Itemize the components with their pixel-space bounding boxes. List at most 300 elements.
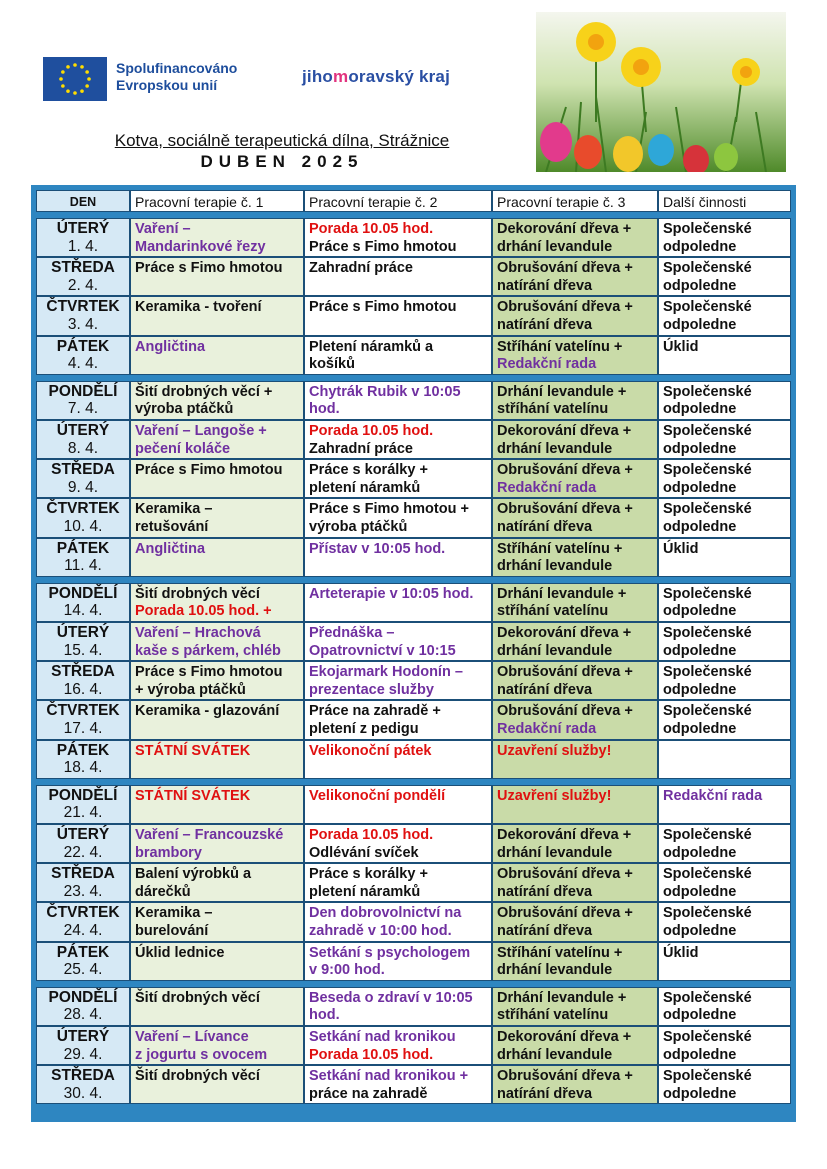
activity-line: odpoledne bbox=[663, 277, 737, 294]
activity-cell bbox=[658, 296, 791, 335]
day-name: PONDĚLÍ bbox=[48, 786, 118, 804]
jmk-logo-part-2: oravský kraj bbox=[348, 67, 450, 86]
activity-line: Setkání s psychologem bbox=[309, 944, 471, 961]
activity-line: Vaření – Hrachová bbox=[135, 625, 261, 641]
activity-cell bbox=[492, 785, 658, 824]
table-row bbox=[36, 257, 791, 296]
activity-cell bbox=[492, 661, 658, 700]
day-date: 29. 4. bbox=[63, 1045, 103, 1063]
activity-line: Práce s Fimo hmotou bbox=[135, 260, 283, 277]
eu-star-icon bbox=[66, 89, 70, 93]
activity-cell bbox=[658, 863, 791, 902]
table-row bbox=[36, 987, 791, 1026]
activity-cell bbox=[130, 987, 304, 1026]
activity-cell bbox=[492, 420, 658, 459]
activity-line: zahradě v 10:00 hod. bbox=[309, 922, 452, 939]
day-name: ÚTERÝ bbox=[56, 422, 110, 439]
table-row bbox=[36, 538, 791, 577]
eu-star-icon bbox=[87, 77, 91, 81]
activity-cell bbox=[658, 336, 791, 375]
eu-logo-line-1: Spolufinancováno bbox=[116, 60, 238, 76]
activity-line: odpoledne bbox=[663, 681, 737, 698]
activity-line: odpoledne bbox=[663, 720, 737, 737]
day-date: 23. 4. bbox=[63, 882, 103, 900]
month-heading: DUBEN 2025 bbox=[200, 152, 364, 171]
activity-line: odpoledne bbox=[663, 440, 737, 457]
day-cell bbox=[36, 459, 130, 498]
table-row bbox=[36, 785, 791, 824]
activity-line: hod. bbox=[309, 401, 340, 418]
activity-line: odpoledne bbox=[663, 238, 737, 255]
activity-line: Redakční rada bbox=[497, 479, 597, 496]
day-cell bbox=[36, 902, 130, 941]
day-date: 16. 4. bbox=[63, 680, 103, 698]
activity-cell bbox=[658, 902, 791, 941]
activity-line: Úklid bbox=[663, 338, 699, 355]
day-date: 10. 4. bbox=[63, 517, 103, 535]
table-row bbox=[36, 902, 791, 941]
activity-line: Práce s korálky + bbox=[309, 462, 428, 479]
activity-cell bbox=[492, 622, 658, 661]
day-name: ÚTERÝ bbox=[56, 220, 110, 237]
activity-cell bbox=[304, 1026, 492, 1065]
day-name: PÁTEK bbox=[56, 337, 110, 355]
activity-line: Společenské bbox=[663, 383, 752, 400]
activity-line: Drhání levandule + bbox=[497, 989, 627, 1006]
day-date: 25. 4. bbox=[63, 961, 103, 979]
eu-star-icon bbox=[85, 84, 89, 88]
activity-line: Šití drobných věcí bbox=[135, 989, 260, 1006]
activity-line: Dekorování dřeva + bbox=[497, 1029, 632, 1045]
column-header: Pracovní terapie č. 2 bbox=[304, 190, 492, 212]
eu-logo-line-2: Evropskou unií bbox=[116, 77, 218, 93]
activity-cell bbox=[304, 459, 492, 498]
day-cell bbox=[36, 987, 130, 1026]
activity-line: pletení z pedigu bbox=[309, 720, 419, 737]
table-row bbox=[36, 622, 791, 661]
table-row bbox=[36, 863, 791, 902]
activity-line: Úklid bbox=[663, 944, 699, 961]
activity-cell bbox=[304, 296, 492, 335]
activity-line: Keramika - tvoření bbox=[135, 299, 262, 316]
activity-line: odpoledne bbox=[663, 401, 737, 418]
activity-cell bbox=[492, 902, 658, 941]
activity-line: Porada 10.05 hod. bbox=[309, 1046, 434, 1063]
activity-line: Společenské bbox=[663, 299, 752, 316]
activity-cell bbox=[130, 498, 304, 537]
activity-cell bbox=[658, 381, 791, 420]
activity-cell bbox=[492, 257, 658, 296]
activity-line: Práce s korálky + bbox=[309, 866, 428, 883]
activity-line: natírání dřeva bbox=[497, 277, 593, 294]
table-row bbox=[36, 661, 791, 700]
activity-line: natírání dřeva bbox=[497, 1085, 593, 1102]
day-name: STŘEDA bbox=[51, 259, 115, 277]
day-date: 30. 4. bbox=[63, 1084, 103, 1102]
table-row bbox=[36, 420, 791, 459]
day-date: 22. 4. bbox=[63, 843, 103, 861]
activity-line: natírání dřeva bbox=[497, 922, 593, 939]
day-date: 28. 4. bbox=[63, 1006, 103, 1024]
eu-star-icon bbox=[61, 70, 65, 74]
activity-line: drhání levandule bbox=[497, 962, 613, 979]
day-name: PONDĚLÍ bbox=[48, 382, 118, 400]
activity-line: Beseda o zdraví v 10:05 bbox=[309, 989, 473, 1006]
activity-cell bbox=[304, 661, 492, 700]
activity-line: Společenské bbox=[663, 625, 752, 641]
activity-cell bbox=[492, 336, 658, 375]
activity-cell bbox=[658, 785, 791, 824]
activity-line: Ekojarmark Hodonín – bbox=[309, 664, 463, 681]
day-cell bbox=[36, 863, 130, 902]
activity-line: odpoledne bbox=[663, 922, 737, 939]
activity-line: Obrušování dřeva + bbox=[497, 501, 633, 518]
activity-cell bbox=[492, 1026, 658, 1065]
activity-line: Dekorování dřeva + bbox=[497, 625, 632, 641]
day-name: ČTVRTEK bbox=[46, 500, 120, 518]
activity-cell bbox=[130, 381, 304, 420]
activity-cell bbox=[130, 459, 304, 498]
day-name: ÚTERÝ bbox=[56, 826, 110, 843]
activity-cell bbox=[130, 661, 304, 700]
activity-line: Arteterapie v 10:05 hod. bbox=[309, 585, 474, 602]
day-date: 21. 4. bbox=[63, 804, 103, 822]
table-row bbox=[36, 700, 791, 739]
activity-line: Chytrák Rubik v 10:05 bbox=[309, 383, 461, 400]
activity-line: Stříhání vatelínu + bbox=[497, 944, 623, 961]
activity-line: Porada 10.05 hod. bbox=[309, 423, 434, 439]
activity-cell bbox=[130, 257, 304, 296]
activity-line: odpoledne bbox=[663, 518, 737, 535]
activity-cell bbox=[304, 583, 492, 622]
table-row bbox=[36, 942, 791, 981]
activity-cell bbox=[658, 459, 791, 498]
activity-line: Šití drobných věcí + bbox=[135, 383, 273, 400]
activity-line: Vaření – Langoše + bbox=[135, 423, 267, 439]
activity-line: kaše s párkem, chléb bbox=[135, 642, 281, 659]
day-cell bbox=[36, 336, 130, 375]
activity-line: Vaření – Lívance bbox=[135, 1029, 249, 1045]
day-cell bbox=[36, 538, 130, 577]
activity-cell bbox=[130, 942, 304, 981]
activity-cell bbox=[130, 336, 304, 375]
activity-line: Redakční rada bbox=[663, 787, 763, 804]
activity-line: odpoledne bbox=[663, 479, 737, 496]
activity-cell bbox=[492, 459, 658, 498]
activity-cell bbox=[130, 420, 304, 459]
activity-cell bbox=[304, 902, 492, 941]
day-name: STŘEDA bbox=[51, 1067, 115, 1085]
activity-line: Odlévání svíček bbox=[309, 844, 419, 861]
activity-line: Porada 10.05 hod. bbox=[309, 221, 434, 237]
activity-line: Společenské bbox=[663, 664, 752, 681]
activity-line: Angličtina bbox=[135, 338, 206, 355]
activity-line: Společenské bbox=[663, 989, 752, 1006]
activity-line: brambory bbox=[135, 844, 202, 861]
activity-line: Práce s Fimo hmotou bbox=[309, 238, 457, 255]
activity-line: drhání levandule bbox=[497, 238, 613, 255]
activity-cell bbox=[304, 740, 492, 779]
activity-line: Opatrovnictví v 10:15 bbox=[309, 642, 456, 659]
day-cell bbox=[36, 700, 130, 739]
jmk-logo-highlight: m bbox=[333, 67, 349, 86]
activity-line: Společenské bbox=[663, 260, 752, 277]
day-name: PONDĚLÍ bbox=[48, 988, 118, 1006]
activity-cell bbox=[130, 700, 304, 739]
activity-line: Setkání nad kronikou bbox=[309, 1029, 456, 1045]
day-cell bbox=[36, 218, 130, 257]
activity-line: Šití drobných věcí bbox=[135, 585, 260, 602]
activity-cell bbox=[130, 824, 304, 863]
activity-line: Společenské bbox=[663, 221, 752, 237]
activity-cell bbox=[304, 538, 492, 577]
table-row bbox=[36, 583, 791, 622]
activity-cell bbox=[130, 1026, 304, 1065]
activity-line: dárečků bbox=[135, 883, 191, 900]
activity-cell bbox=[492, 218, 658, 257]
day-date: 3. 4. bbox=[67, 315, 99, 333]
activity-cell bbox=[130, 583, 304, 622]
activity-line: v 9:00 hod. bbox=[309, 962, 385, 979]
activity-cell bbox=[492, 987, 658, 1026]
activity-cell bbox=[304, 257, 492, 296]
activity-cell bbox=[304, 785, 492, 824]
activity-cell bbox=[130, 740, 304, 779]
activity-cell bbox=[304, 942, 492, 981]
day-cell bbox=[36, 381, 130, 420]
day-date: 7. 4. bbox=[67, 400, 99, 418]
activity-line: odpoledne bbox=[663, 844, 737, 861]
activity-line: košíků bbox=[309, 356, 355, 373]
table-row bbox=[36, 498, 791, 537]
activity-line: Úklid lednice bbox=[135, 944, 225, 961]
activity-cell bbox=[130, 863, 304, 902]
activity-cell bbox=[304, 1065, 492, 1104]
activity-line: Stříhání vatelínu + bbox=[497, 540, 623, 557]
activity-line: Obrušování dřeva + bbox=[497, 260, 633, 277]
table-row bbox=[36, 381, 791, 420]
activity-cell bbox=[304, 863, 492, 902]
activity-line: Zahradní práce bbox=[309, 260, 413, 277]
day-cell bbox=[36, 622, 130, 661]
jmk-logo-part-1: jiho bbox=[302, 67, 334, 86]
activity-cell bbox=[492, 700, 658, 739]
activity-line: Obrušování dřeva + bbox=[497, 664, 633, 681]
table-row bbox=[36, 1065, 791, 1104]
day-cell bbox=[36, 296, 130, 335]
activity-line: Uzavření služby! bbox=[497, 787, 612, 804]
day-date: 18. 4. bbox=[63, 759, 103, 777]
day-date: 14. 4. bbox=[63, 602, 103, 620]
activity-cell bbox=[130, 1065, 304, 1104]
day-date: 9. 4. bbox=[67, 478, 99, 496]
activity-line: Drhání levandule + bbox=[497, 383, 627, 400]
activity-cell bbox=[492, 381, 658, 420]
column-header: DEN bbox=[36, 190, 130, 212]
activity-cell bbox=[658, 700, 791, 739]
activity-cell bbox=[658, 987, 791, 1026]
column-header: Pracovní terapie č. 3 bbox=[492, 190, 658, 212]
eu-star-icon bbox=[61, 84, 65, 88]
activity-line: Společenské bbox=[663, 905, 752, 922]
activity-line: Den dobrovolnictví na bbox=[309, 905, 462, 922]
activity-line: Práce s Fimo hmotou bbox=[135, 664, 283, 681]
activity-cell bbox=[658, 824, 791, 863]
day-date: 24. 4. bbox=[63, 921, 103, 939]
activity-cell bbox=[304, 218, 492, 257]
activity-cell bbox=[658, 1026, 791, 1065]
day-cell bbox=[36, 1026, 130, 1065]
activity-line: Velikonoční pátek bbox=[309, 742, 432, 759]
activity-line: Obrušování dřeva + bbox=[497, 905, 633, 922]
activity-line: Společenské bbox=[663, 423, 752, 439]
activity-line: Dekorování dřeva + bbox=[497, 827, 632, 843]
activity-cell bbox=[492, 296, 658, 335]
activity-cell bbox=[130, 296, 304, 335]
activity-line: odpoledne bbox=[663, 1007, 737, 1024]
day-date: 4. 4. bbox=[67, 355, 99, 373]
day-name: STŘEDA bbox=[51, 865, 115, 883]
table-header-row bbox=[36, 190, 791, 212]
table-row bbox=[36, 336, 791, 375]
activity-cell bbox=[492, 538, 658, 577]
table-row bbox=[36, 740, 791, 779]
activity-line: Společenské bbox=[663, 1029, 752, 1045]
activity-cell bbox=[658, 538, 791, 577]
day-date: 8. 4. bbox=[67, 439, 99, 457]
table-row bbox=[36, 824, 791, 863]
activity-cell bbox=[658, 740, 791, 779]
activity-line: Přednáška – bbox=[309, 625, 395, 641]
activity-line: Uzavření služby! bbox=[497, 742, 612, 759]
eu-star-icon bbox=[59, 77, 63, 81]
activity-line: Velikonoční pondělí bbox=[309, 787, 446, 804]
eu-star-icon bbox=[73, 63, 77, 67]
day-date: 11. 4. bbox=[64, 557, 102, 575]
activity-line: z jogurtu s ovocem bbox=[135, 1046, 268, 1063]
day-name: STŘEDA bbox=[51, 663, 115, 681]
activity-cell bbox=[492, 1065, 658, 1104]
activity-line: Pletení náramků a bbox=[309, 338, 434, 355]
day-name: PONDĚLÍ bbox=[48, 584, 118, 602]
eu-flag-logo bbox=[43, 57, 107, 101]
page-title: Kotva, sociálně terapeutická dílna, Strážnice bbox=[114, 131, 450, 150]
day-name: ČTVRTEK bbox=[46, 702, 120, 720]
activity-line: odpoledne bbox=[663, 1046, 737, 1063]
activity-cell bbox=[130, 902, 304, 941]
day-cell bbox=[36, 1065, 130, 1104]
day-name: ČTVRTEK bbox=[46, 904, 120, 922]
activity-line: Vaření – bbox=[135, 221, 191, 237]
activity-cell bbox=[130, 538, 304, 577]
activity-line: Redakční rada bbox=[497, 720, 597, 737]
activity-cell bbox=[304, 824, 492, 863]
activity-line: STÁTNÍ SVÁTEK bbox=[135, 742, 251, 759]
activity-line: hod. bbox=[309, 1007, 340, 1024]
activity-line: pletení náramků bbox=[309, 479, 421, 496]
activity-line: Šití drobných věcí bbox=[135, 1068, 260, 1085]
activity-cell bbox=[658, 583, 791, 622]
activity-line: výroba ptáčků bbox=[309, 518, 408, 535]
activity-line: drhání levandule bbox=[497, 844, 613, 861]
activity-line: drhání levandule bbox=[497, 440, 613, 457]
day-cell bbox=[36, 498, 130, 537]
activity-line: natírání dřeva bbox=[497, 316, 593, 333]
activity-line: Přístav v 10:05 hod. bbox=[309, 540, 446, 557]
activity-line: STÁTNÍ SVÁTEK bbox=[135, 787, 251, 804]
day-date: 17. 4. bbox=[63, 719, 103, 737]
activity-line: odpoledne bbox=[663, 883, 737, 900]
activity-line: prezentace služby bbox=[309, 681, 434, 698]
activity-line: Keramika – bbox=[135, 501, 213, 518]
activity-line: práce na zahradě bbox=[309, 1085, 428, 1102]
activity-line: Dekorování dřeva + bbox=[497, 221, 632, 237]
activity-line: Keramika - glazování bbox=[135, 703, 280, 720]
activity-cell bbox=[304, 336, 492, 375]
activity-line: odpoledne bbox=[663, 642, 737, 659]
eu-star-icon bbox=[66, 65, 70, 69]
activity-line: stříhání vatelínu bbox=[497, 401, 609, 418]
activity-line: drhání levandule bbox=[497, 1046, 613, 1063]
day-name: PÁTEK bbox=[56, 741, 110, 759]
activity-line: Redakční rada bbox=[497, 356, 597, 373]
day-cell bbox=[36, 661, 130, 700]
activity-line: Porada 10.05 hod. bbox=[309, 827, 434, 843]
table-row bbox=[36, 1026, 791, 1065]
activity-cell bbox=[658, 942, 791, 981]
activity-line: odpoledne bbox=[663, 603, 737, 620]
day-date: 1. 4. bbox=[67, 237, 99, 255]
activity-cell bbox=[130, 785, 304, 824]
activity-line: natírání dřeva bbox=[497, 883, 593, 900]
activity-line: natírání dřeva bbox=[497, 518, 593, 535]
eu-star-icon bbox=[73, 91, 77, 95]
day-name: PÁTEK bbox=[56, 539, 110, 557]
activity-cell bbox=[304, 622, 492, 661]
activity-line: Porada 10.05 hod. + bbox=[135, 603, 272, 620]
activity-cell bbox=[304, 700, 492, 739]
day-cell bbox=[36, 583, 130, 622]
activity-line: + výroba ptáčků bbox=[135, 681, 246, 698]
day-name: ÚTERÝ bbox=[56, 624, 110, 641]
activity-line: natírání dřeva bbox=[497, 681, 593, 698]
activity-cell bbox=[492, 583, 658, 622]
activity-cell bbox=[658, 622, 791, 661]
day-cell bbox=[36, 257, 130, 296]
eu-star-icon bbox=[85, 70, 89, 74]
day-name: PÁTEK bbox=[56, 943, 110, 961]
day-cell bbox=[36, 740, 130, 779]
activity-cell bbox=[304, 381, 492, 420]
column-header: Další činnosti bbox=[658, 190, 791, 212]
activity-line: stříhání vatelínu bbox=[497, 1007, 609, 1024]
activity-cell bbox=[304, 420, 492, 459]
activity-line: Obrušování dřeva + bbox=[497, 866, 633, 883]
activity-line: Drhání levandule + bbox=[497, 585, 627, 602]
activity-line: Společenské bbox=[663, 703, 752, 720]
activity-line: Vaření – Francouzské bbox=[135, 827, 284, 843]
activity-line: Stříhání vatelínu + bbox=[497, 338, 623, 355]
day-name: ÚTERÝ bbox=[56, 1028, 110, 1045]
table-row bbox=[36, 459, 791, 498]
table-row bbox=[36, 296, 791, 335]
activity-cell bbox=[130, 218, 304, 257]
activity-cell bbox=[658, 1065, 791, 1104]
activity-line: drhání levandule bbox=[497, 642, 613, 659]
activity-line: Dekorování dřeva + bbox=[497, 423, 632, 439]
activity-line: retušování bbox=[135, 518, 209, 535]
activity-cell bbox=[492, 863, 658, 902]
